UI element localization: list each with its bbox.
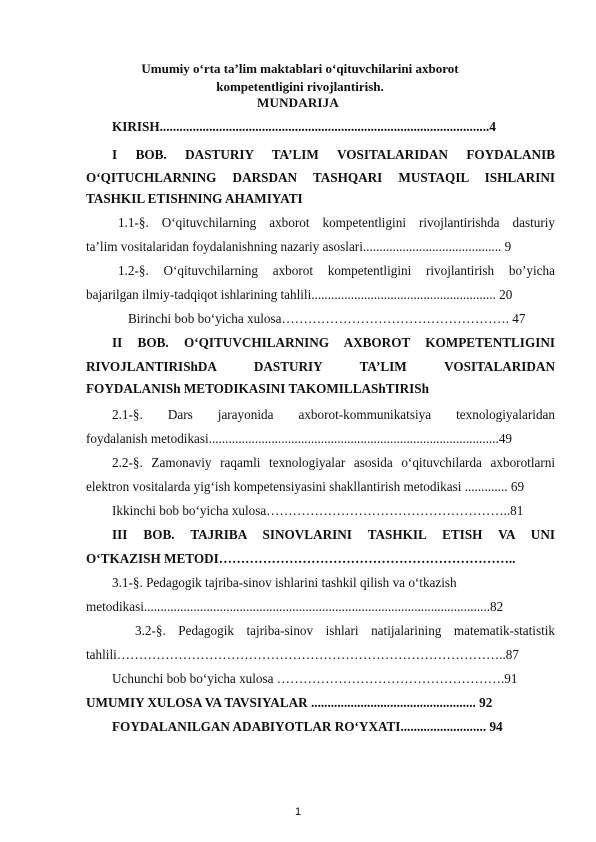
toc-section-2-2-line-2: elektron vositalarda yig‘ish kompetensiyasini shakllantirish metodikasi ............. 69: [86, 479, 525, 494]
toc-chapter-1-line-3: TASHKIL ETISHNING AHAMIYATI: [86, 191, 303, 206]
toc-section-1-2-line-1: 1.2-§. O‘qituvchilarning axborot kompetentligini rivojlantirish bo’yicha: [118, 263, 555, 278]
toc-section-1-1-line-1: 1.1-§. O‘qituvchilarning axborot kompetentligini rivojlantirishda dasturiy: [118, 215, 555, 230]
toc-chapter-2-summary: Ikkinchi bob bo‘yicha xulosa………………………………………………..81: [112, 503, 524, 518]
toc-references: FOYDALANILGAN ADABIYOTLAR RO‘YXATI.......................... 94: [112, 719, 503, 734]
toc-chapter-2-line-1: II BOB. O‘QITUVCHILARNING AXBOROT KOMPETENTLIGINI: [112, 335, 555, 350]
toc-section-3-2-line-2: tahlili……………………………………………………………………………..87: [86, 647, 519, 662]
toc-chapter-1-line-2: O‘QITUCHLARNING DARSDAN TASHQARI MUSTAQIL ISHLARINI: [86, 170, 555, 185]
toc-chapter-3-line-2: O‘TKAZISH METODI…………………………………………………………..: [86, 551, 516, 566]
toc-chapter-1-line-1: I BOB. DASTURIY TA’LIM VOSITALARIDAN FOYDALANIB: [112, 147, 555, 162]
toc-section-1-1-line-2: ta’lim vositalaridan foydalanishning nazariy asoslari.......................................... 9: [86, 239, 512, 254]
toc-entry-intro: KIRISH....................................................................................................4: [112, 119, 496, 134]
toc-conclusion: UMUMIY XULOSA VA TAVSIYALAR .................................................. 92: [86, 695, 493, 710]
toc-section-1-2-line-2: bajarilgan ilmiy-tadqiqot ishlarining tahlili........................................................ 20: [86, 287, 513, 302]
toc-chapter-2-line-3: FOYDALANISh METODIKASINI TAKOMILLAShTIRISh: [86, 381, 429, 396]
toc-section-3-2-line-1: 3.2-§. Pedagogik tajriba-sinov ishlari natijalarining matematik-statistik: [135, 623, 555, 638]
page-number: 1: [294, 806, 302, 818]
contents-heading: MUNDARIJA: [257, 95, 339, 110]
document-title-line-2: kompetentligini rivojlantirish.: [216, 79, 384, 94]
toc-section-3-1-line-2: metodikasi.........................................................................................................82: [86, 599, 504, 614]
document-title-line-1: Umumiy o‘rta ta’lim maktablari o‘qituvchilarini axborot: [141, 61, 459, 76]
toc-chapter-3-line-1: III BOB. TAJRIBA SINOVLARINI TASHKIL ETISH VA UNI: [112, 527, 555, 542]
toc-chapter-1-summary: Birinchi bob bo‘yicha xulosa……………………………………………. 47: [128, 311, 526, 326]
toc-section-2-1-line-1: 2.1-§. Dars jarayonida axborot-kommunikatsiya texnologiyalaridan: [112, 407, 555, 422]
toc-section-2-1-line-2: foydalanish metodikasi........................................................................................49: [86, 431, 513, 446]
toc-chapter-3-summary: Uchunchi bob bo‘yicha xulosa …………………………………………….91: [112, 671, 518, 686]
toc-section-2-2-line-1: 2.2-§. Zamonaviy raqamli texnologiyalar asosida o‘qituvchilarda axborotlarni: [112, 455, 555, 470]
toc-section-3-1-line-1: 3.1-§. Pedagogik tajriba-sinov ishlarini tashkil qilish va o‘tkazish: [112, 575, 457, 590]
toc-chapter-2-line-2: RIVOJLANTIRIShDA DASTURIY TA’LIM VOSITALARIDAN: [86, 359, 555, 374]
